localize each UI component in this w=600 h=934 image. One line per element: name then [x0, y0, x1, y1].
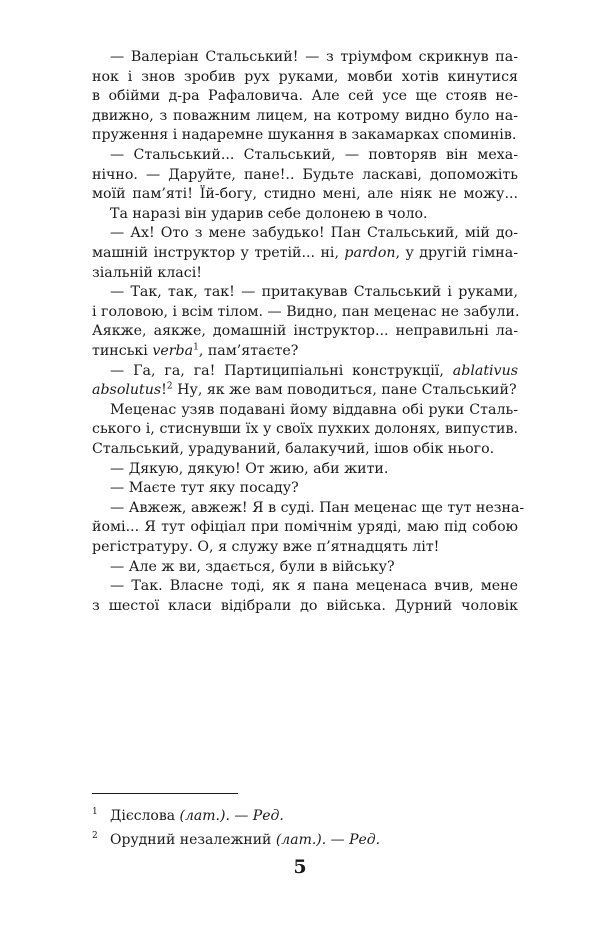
footnote: 1 Дієслова (лат.). — Ред. [92, 807, 284, 824]
text-line: absolutus!$^2$ Ну, як же вам поводиться, пане Стальський? [92, 381, 517, 399]
text-line: Та наразі він ударив себе долонею в чоло. [110, 205, 428, 222]
footnote-ref[interactable]: 2 [166, 381, 173, 392]
text-line: Стальський, урадуваний, балакучий, ішов обік нього. [92, 441, 495, 457]
text-line: — Так. Власне тоді, як я пана меценаса вчив, мене [110, 578, 518, 595]
text-line: — Га, га, га! Партиципіальні конструкції, ablativus [110, 362, 518, 379]
text-line: машній інструктор у третій... ні, pardon, у другій гімна- [92, 245, 518, 261]
text-line: ського і, стиснувши їх у своїх пухких долонях, випустив. [92, 421, 518, 438]
text-line: зіальній класі! [92, 264, 202, 281]
text-line: — Валеріан Стальський! — з тріумфом скрикнув па- [110, 49, 518, 65]
text-line: в обійми д-ра Рафаловича. Але сей усе ще стояв не- [92, 88, 518, 105]
footnote-ref[interactable]: 1 [193, 342, 199, 353]
text-line: — Так, так, так! — притакував Стальський і руками, [110, 284, 518, 301]
text-line: — Дякую, дякую! От жию, аби жити. [110, 460, 389, 477]
text-line: нок і знов зробив рух руками, мовби хотів кинутися [92, 68, 518, 85]
text-line: — Стальський... Стальський, — повторяв він меха- [110, 147, 518, 163]
text-line: — Маєте тут яку посаду? [110, 480, 299, 497]
italic-term: pardon [344, 245, 396, 261]
text-line: Меценас узяв подавані йому віддавна обі руки Сталь- [110, 401, 518, 418]
text-line: движно, з поважним лицем, на котрому видно було на- [92, 107, 518, 124]
text-line: — Авжеж, авжеж! Я в суді. Пан меценас ще тут незна- [110, 499, 525, 516]
text-line: регістратуру. О, я служу вже п’ятнадцять літ! [92, 539, 440, 555]
text-line: йомі... Я тут офіціал при помічнім уряді, маю під собою [92, 519, 518, 536]
italic-term: ablativus [452, 362, 518, 379]
text-line: — Але ж ви, здається, були в війську? [110, 558, 395, 575]
text-line: Аякже, аякже, домашній інструктор... неправильні ла- [92, 323, 518, 340]
footnote: 2 Орудний незалежний (лат.). — Ред. [92, 831, 381, 848]
italic-term: verba [152, 343, 194, 359]
text-line: з шестої класи відібрали до війська. Дурний чоловік [92, 597, 518, 614]
text-line: нічно. — Даруйте, пане!.. Будьте ласкаві, допоможіть [92, 166, 518, 183]
text-line: моїй пам’яті! Їй-богу, стидно мені, але ніяк не можу... [92, 186, 518, 203]
italic-term: absolutus [92, 382, 162, 399]
page-number: 5 [293, 856, 307, 878]
text-line: тинські verba$^1$, пам’ятаєте? [92, 342, 299, 359]
text-line: пруження і надаремне шукання в закамарках споминів. [92, 127, 517, 144]
text-line: — Ах! Ото з мене забудько! Пан Стальський, мій до- [110, 225, 518, 242]
text-line: і головою, і всім тілом. — Видно, пан меценас не забули. [92, 303, 520, 320]
footnote-divider [92, 793, 238, 794]
